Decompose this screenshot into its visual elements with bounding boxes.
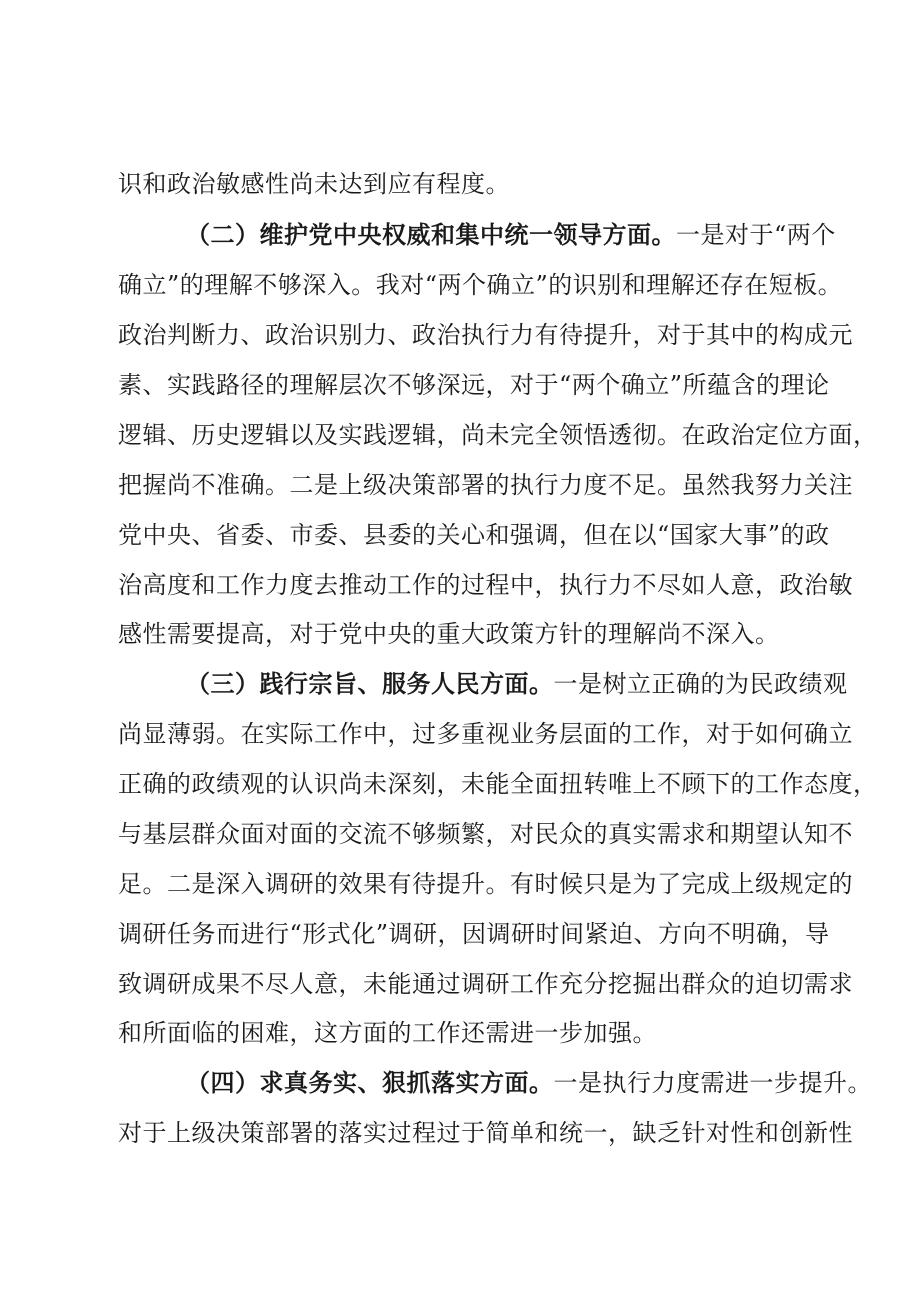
paragraph-line: 政治判断力、政治识别力、政治执行力有待提升，对于其中的构成元 bbox=[118, 321, 853, 349]
paragraph-line: 感性需要提高，对于党中央的重大政策方针的理解尚不深入。 bbox=[118, 620, 780, 648]
section-first-line bbox=[186, 1063, 872, 1103]
paragraph-line: 调研任务而进行“形式化”调研，因调研时间紧迫、方向不明确，导 bbox=[118, 920, 830, 948]
paragraph-line: 把握尚不准确。二是上级决策部署的执行力度不足。虽然我努力关注 bbox=[118, 471, 853, 499]
paragraph-line: 确立”的理解不够深入。我对“两个确立”的识别和理解还存在短板。 bbox=[118, 271, 843, 299]
section-first-line-text: 一是对于“两个 bbox=[676, 221, 836, 249]
paragraph-line: 正确的政绩观的认识尚未深刻，未能全面扭转唯上不顾下的工作态度， bbox=[118, 770, 878, 798]
paragraph-line: 与基层群众面对面的交流不够频繁，对民众的真实需求和期望认知不 bbox=[118, 820, 853, 848]
paragraph-line: 尚显薄弱。在实际工作中，过多重视业务层面的工作，对于如何确立 bbox=[118, 720, 853, 748]
paragraph-line: 识和政治敏感性尚未达到应有程度。 bbox=[118, 170, 510, 198]
section-first-line bbox=[186, 664, 848, 704]
paragraph-line: 党中央、省委、市委、县委的关心和强调，但在以“国家大事”的政 bbox=[118, 521, 830, 549]
section-first-line-text: 一是树立正确的为民政绩观 bbox=[553, 670, 848, 698]
paragraph-line: 对于上级决策部署的落实过程过于简单和统一，缺乏针对性和创新性 bbox=[118, 1119, 853, 1147]
paragraph-line: 足。二是深入调研的效果有待提升。有时候只是为了完成上级规定的 bbox=[118, 870, 853, 898]
paragraph-line: 素、实践路径的理解层次不够深远，对于“两个确立”所蕴含的理论 bbox=[118, 371, 830, 399]
paragraph-line: 逻辑、历史逻辑以及实践逻辑，尚未完全领悟透彻。在政治定位方面， bbox=[118, 421, 878, 449]
paragraph-line: 治高度和工作力度去推动工作的过程中，执行力不尽如人意，政治敏 bbox=[118, 571, 853, 599]
section-first-line bbox=[186, 215, 836, 255]
section-heading: （四）求真务实、狠抓落实方面。 bbox=[186, 1068, 554, 1097]
section-heading: （二）维护党中央权威和集中统一领导方面。 bbox=[186, 220, 676, 249]
section-first-line-text: 一是执行力度需进一步提升。 bbox=[553, 1069, 872, 1097]
paragraph-line: 和所面临的困难，这方面的工作还需进一步加强。 bbox=[118, 1019, 657, 1047]
section-heading: （三）践行宗旨、服务人民方面。 bbox=[186, 669, 554, 698]
paragraph-line: 致调研成果不尽人意，未能通过调研工作充分挖掘出群众的迫切需求 bbox=[118, 970, 853, 998]
